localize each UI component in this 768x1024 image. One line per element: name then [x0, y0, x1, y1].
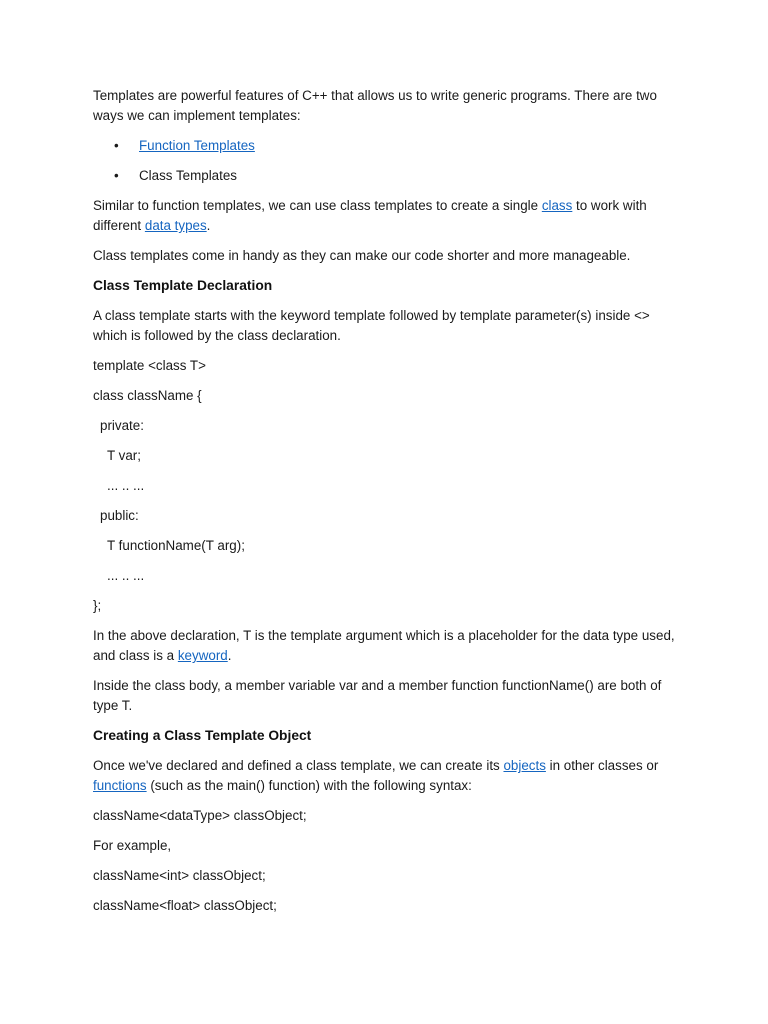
once-text-post: (such as the main() function) with the following syntax:: [146, 778, 472, 793]
code-line: };: [93, 598, 102, 613]
code-line: T var;: [107, 448, 141, 463]
handy-paragraph: Class templates come in handy as they can make our code shorter and more manageable.: [93, 248, 631, 263]
document-content: [93, 86, 683, 926]
code-line: template <class T>: [93, 358, 206, 373]
list-item: [93, 136, 683, 156]
template-types-list: [93, 136, 683, 186]
above-text-post: .: [227, 648, 232, 663]
similar-text-mid: to work with different: [93, 198, 647, 233]
once-text-mid: in other classes or: [545, 758, 659, 773]
bullet-icon: •: [114, 168, 119, 183]
data-types-link[interactable]: data types: [144, 218, 207, 233]
code-line: public:: [100, 508, 139, 523]
once-paragraph: [93, 756, 683, 796]
declaration-paragraph: A class template starts with the keyword template followed by template parameter(s) inside <> which is followed by the class declaration.: [93, 308, 650, 343]
objects-link[interactable]: objects: [503, 758, 546, 773]
code-line: class className {: [93, 388, 202, 403]
code-line: T functionName(T arg);: [107, 538, 245, 553]
keyword-link[interactable]: keyword: [177, 648, 228, 663]
for-example-text: For example,: [93, 838, 172, 853]
above-declaration-paragraph: [93, 626, 683, 666]
example-line: className<float> classObject;: [93, 898, 277, 913]
intro-paragraph: Templates are powerful features of C++ that allows us to write generic programs. There are two ways we can implement templates:: [93, 88, 657, 123]
code-line: ... .. ...: [107, 568, 145, 583]
similar-paragraph: [93, 196, 683, 236]
above-text-pre: In the above declaration, T is the template argument which is a placeholder for the data type used, and class is a: [93, 628, 675, 663]
creating-object-heading: Creating a Class Template Object: [93, 728, 312, 743]
similar-text-post: .: [206, 218, 211, 233]
example-line: className<int> classObject;: [93, 868, 266, 883]
code-line: private:: [100, 418, 144, 433]
class-link[interactable]: class: [541, 198, 573, 213]
functions-link[interactable]: functions: [93, 778, 147, 793]
similar-text-pre: Similar to function templates, we can use class templates to create a single: [93, 198, 542, 213]
code-line: ... .. ...: [107, 478, 145, 493]
code-block: [93, 356, 683, 616]
once-text-pre: Once we've declared and defined a class template, we can create its: [93, 758, 504, 773]
class-templates-text: Class Templates: [139, 168, 237, 183]
bullet-icon: •: [114, 138, 119, 153]
function-templates-link[interactable]: Function Templates: [139, 138, 255, 153]
list-item: [93, 166, 683, 186]
syntax-line: className<dataType> classObject;: [93, 808, 307, 823]
class-template-declaration-heading: Class Template Declaration: [93, 278, 273, 293]
inside-class-paragraph: Inside the class body, a member variable var and a member function functionName() are both of type T.: [93, 678, 662, 713]
